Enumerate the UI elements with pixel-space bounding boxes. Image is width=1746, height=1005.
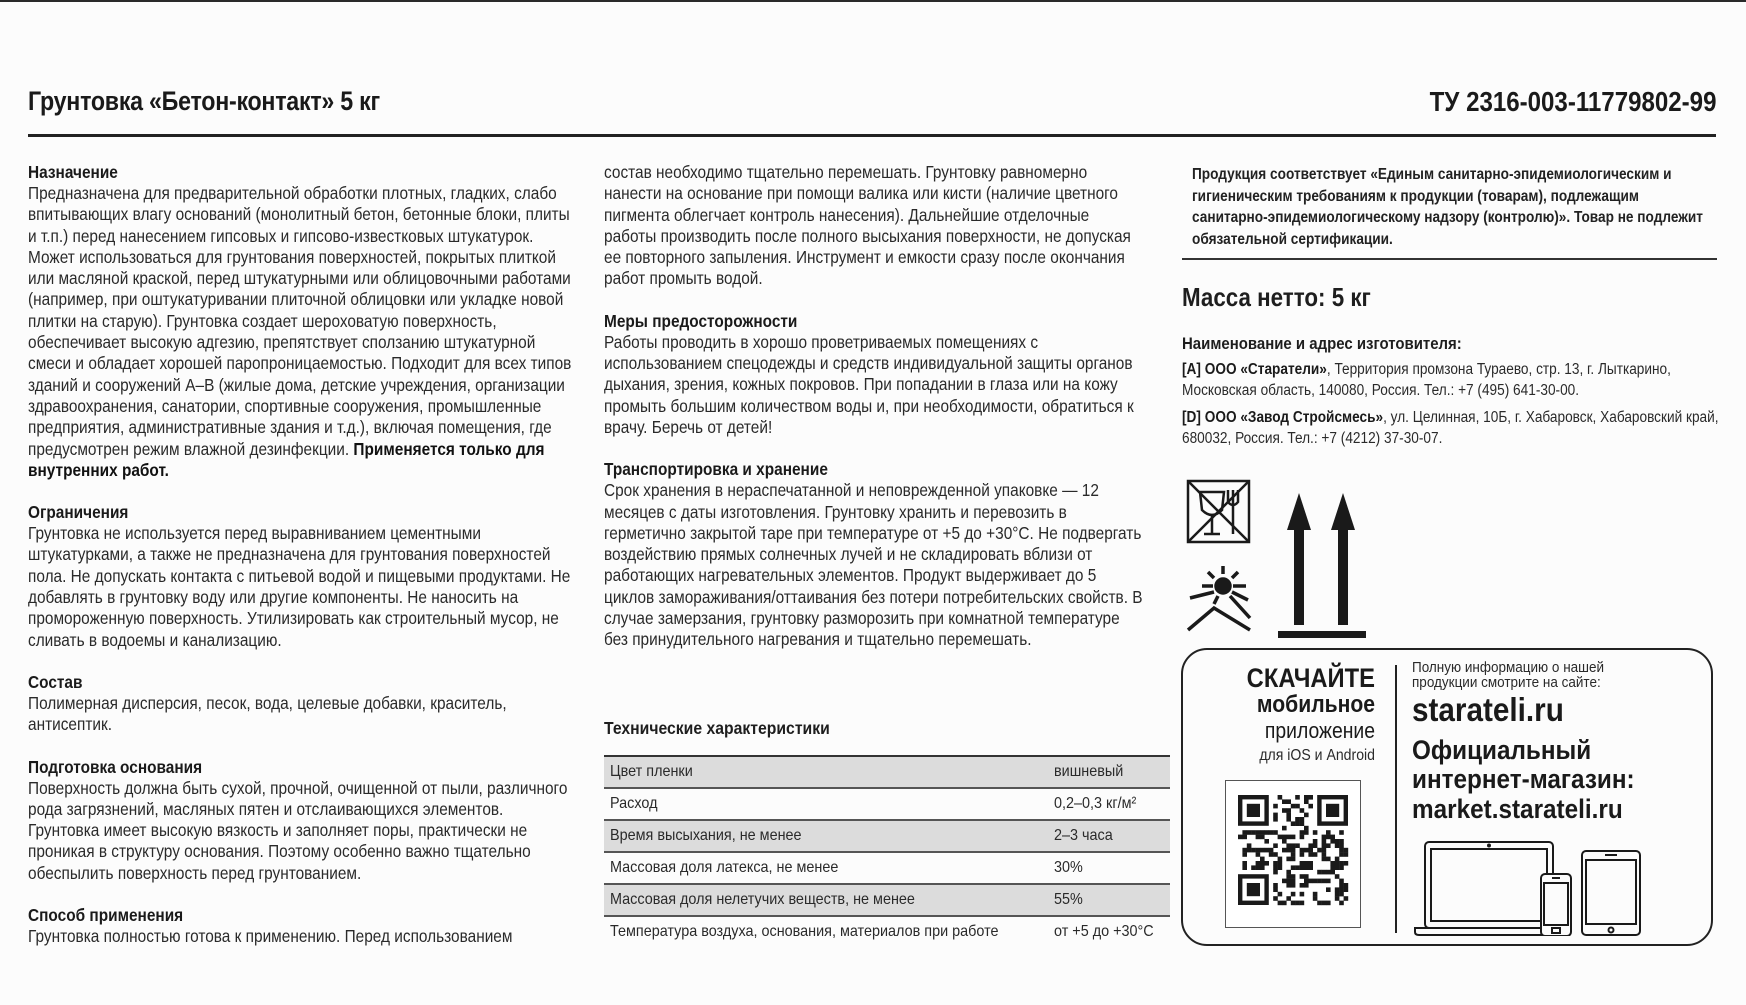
section-application-continued [604,162,1146,290]
section-heading: Способ применения [28,905,184,926]
spec-name-text: Массовая доля нелетучих веществ, не менее [610,891,915,908]
tech-spec-row [604,852,1170,884]
section-precautions [604,311,1146,438]
keep-away-from-sunlight-icon [1188,566,1250,630]
section-purpose [28,162,575,481]
middle-column [604,162,1144,672]
section-composition [28,672,575,736]
website-link[interactable]: starateli.ru [1412,691,1564,728]
manufacturer-name: [D] ООО «Завод Стройсмесь» [1182,409,1384,426]
this-way-up-icon [1278,493,1366,638]
app-download [1205,664,1375,768]
shop-label-line2: интернет-магазин: [1412,764,1635,794]
spec-name-text: Температура воздуха, основания, материалов при работе [610,923,999,940]
shop-link[interactable]: market.starateli.ru [1412,794,1623,824]
section-heading: Назначение [28,162,118,182]
spec-value [1048,852,1171,884]
info-text-line1: Полную информацию о нашей [1412,659,1605,676]
section-text: Поверхность должна быть сухой, прочной, очищенной от пыли, различного рода загрязнений, масляных пятен и отслаивающихся элементов. Грунтовка имеет высокую вязкость и заполняет поры, практически не проникая в структуру основания. Поэтому особенно важно тщательно обеспылить поверхность перед грунтованием. [28,777,568,883]
spec-value-text: 2–3 часа [1053,827,1113,844]
emphasis-text: Применяется только для внутренних работ. [28,438,545,480]
manufacturer-entry [1182,407,1719,449]
tablet-icon [1582,851,1640,935]
devices-icon [1413,836,1643,936]
manufacturer-name: [A] ООО «Старатели» [1182,361,1327,378]
not-for-food-icon [1188,481,1249,542]
section-text: Срок хранения в нераспечатанной и неповрежденной упаковке — 12 месяцев с даты изготовления. Грунтовку хранить и перевозить в герметично закрытой таре при температуре от +5 до +30°С. Не подвергать воздействию прямых солнечных лучей и не складировать вблизи от работающих нагревательных элементов. Продукт выдерживает до 5 циклов замораживания/оттаивания без потери потребительских свойств. В случае замерзания, грунтовку разморозить при комнатной температуре без принудительного нагревания и тщательно перемешать. [604,480,1143,650]
section-heading: Подготовка основания [28,756,203,777]
section-text: Работы проводить в хорошо проветриваемых помещениях с использованием спецодежды и средств индивидуальной защиты органов дыхания, зрения, кожных покровов. При попадании в глаза или на кожу промыть большим количеством воды и, при необходимости, обратиться к врачу. Беречь от детей! [604,331,1134,437]
spec-name-text: Расход [610,795,658,812]
spec-name [604,916,1048,947]
spec-value [1048,756,1171,788]
spec-value [1048,916,1171,947]
spec-value [1048,820,1171,852]
section-heading: Меры предосторожности [604,310,798,331]
tech-spec-row [604,756,1170,788]
section-limitations [28,502,575,651]
tech-spec-row [604,788,1170,820]
section-transport-storage [604,459,1146,650]
spec-name [604,852,1048,884]
download-line-app: приложение [1264,718,1375,743]
top-border [0,0,1746,2]
spec-value-text: 0,2–0,3 кг/м² [1053,795,1136,812]
spec-name-text: Массовая доля латекса, не менее [610,859,839,876]
spec-value-text: 30% [1053,859,1083,876]
spec-name-text: Цвет пленки [610,763,693,780]
manufacturer-info [1182,334,1717,455]
net-mass: Масса нетто: 5 кг [1182,282,1371,312]
spec-value-text: вишневый [1053,763,1123,780]
qr-code-icon [1225,780,1361,928]
tech-specs-title: Технические характеристики [604,718,830,738]
certification-text: Продукция соответствует «Единым санитарно-эпидемиологическим и гигиеническим требованиям к продукции (товарам), подлежащим санитарно-эпидемиологическому надзору (контролю)». Товар не подлежит обязательной сертификации. [1192,166,1703,248]
website-info [1412,660,1702,824]
section-application-method [28,905,575,947]
product-title: Грунтовка «Бетон-контакт» 5 кг [28,86,380,116]
section-heading: Ограничения [28,502,129,523]
spec-code: ТУ 2316-003-11779802-99 [1429,86,1716,117]
manufacturer-heading: Наименование и адрес изготовителя: [1182,334,1462,353]
spec-value [1048,788,1171,820]
info-text-line2: продукции смотрите на сайте: [1412,674,1601,691]
tech-spec-row [604,884,1170,916]
section-text: Грунтовка полностью готова к применению. Перед использованием [28,926,513,947]
tech-spec-row [604,820,1170,852]
section-heading: Транспортировка и хранение [604,459,828,480]
section-text: Предназначена для предварительной обработки плотных, гладких, слабо впитывающих влагу оснований (монолитный бетон, бетонные блоки, плиты и т.п.) перед нанесением гипсовых и гипсово-известковых штукатурок. Может использоваться для грунтования поверхностей, покрытых плиткой или масляной краской, перед штукатурными или облицовочными работами (например, при оштукатуривании плиточной облицовки или укладке новой плитки на старую). Грунтовка создает шероховатую поверхность, обеспечивает высокую адгезию, препятствует сползанию штукатурной смеси и обладает хорошей паропроницаемостью. Подходит для всех типов зданий и сооружений А–В (жилые дома, детские учреждения, организации здравоохранения, санатории, спортивные сооружения, промышленные предприятия, административные здания и т.д.), включая помещения, где предусмотрен режим влажной дезинфекции. Применяется только для внутренних работ. [28,183,572,480]
tech-specs-table [604,755,1170,947]
section-heading: Состав [28,671,83,692]
spec-value-text: 55% [1053,891,1083,908]
spec-name-text: Время высыхания, не менее [610,827,802,844]
download-line-platforms: для iOS и Android [1259,747,1375,764]
promo-divider [1395,665,1397,933]
phone-icon [1541,874,1571,936]
laptop-icon [1415,842,1559,935]
spec-name [604,884,1048,916]
certification-notice [1182,164,1717,260]
shop-label-line1: Официальный [1412,735,1592,765]
spec-name [604,756,1048,788]
spec-value-text: от +5 до +30°С [1053,923,1154,940]
promo-box [1181,648,1713,946]
section-surface-preparation [28,757,575,884]
section-text: состав необходимо тщательно перемешать. Грунтовку равномерно нанести на основание при помощи валика или кисти (наличие цветного пигмента облегчает контроль нанесения). Дальнейшие отделочные работы производить после полного высыхания поверхности, не допуская ее повторного запыления. Инструмент и емкости сразу после окончания работ промыть водой. [604,162,1131,289]
spec-name [604,788,1048,820]
section-text: Полимерная дисперсия, песок, вода, целевые добавки, краситель, антисептик. [28,692,507,735]
manufacturer-address: , Территория промзона Тураево, стр. 13, г. Лыткарино, Московская область, 140080, Россия. Тел.: +7 (495) 641-30-00. [1182,361,1671,399]
section-text: Грунтовка не используется перед выравниванием цементными штукатурками, а также не предназначена для грунтования поверхностей пола. Не допускать контакта с питьевой водой и пищевыми продуктами. Не добавлять в грунтовку воду или другие компоненты. Не наносить на промороженную поверхность. Утилизировать как строительный мусор, не сливать в водоемы и канализацию. [28,523,571,650]
handling-symbols [1180,478,1380,638]
manufacturer-address: , ул. Целинная, 10Б, г. Хабаровск, Хабаровский край, 680032, Россия. Тел.: +7 (4212) 37-30-07. [1182,409,1719,447]
download-line-mobile: мобильное [1256,691,1375,718]
header-divider [28,134,1716,137]
tech-spec-row [604,916,1170,947]
spec-name [604,820,1048,852]
spec-value [1048,884,1171,916]
left-column [28,162,573,968]
download-heading: СКАЧАЙТЕ [1246,663,1375,693]
manufacturer-entry [1182,359,1719,401]
